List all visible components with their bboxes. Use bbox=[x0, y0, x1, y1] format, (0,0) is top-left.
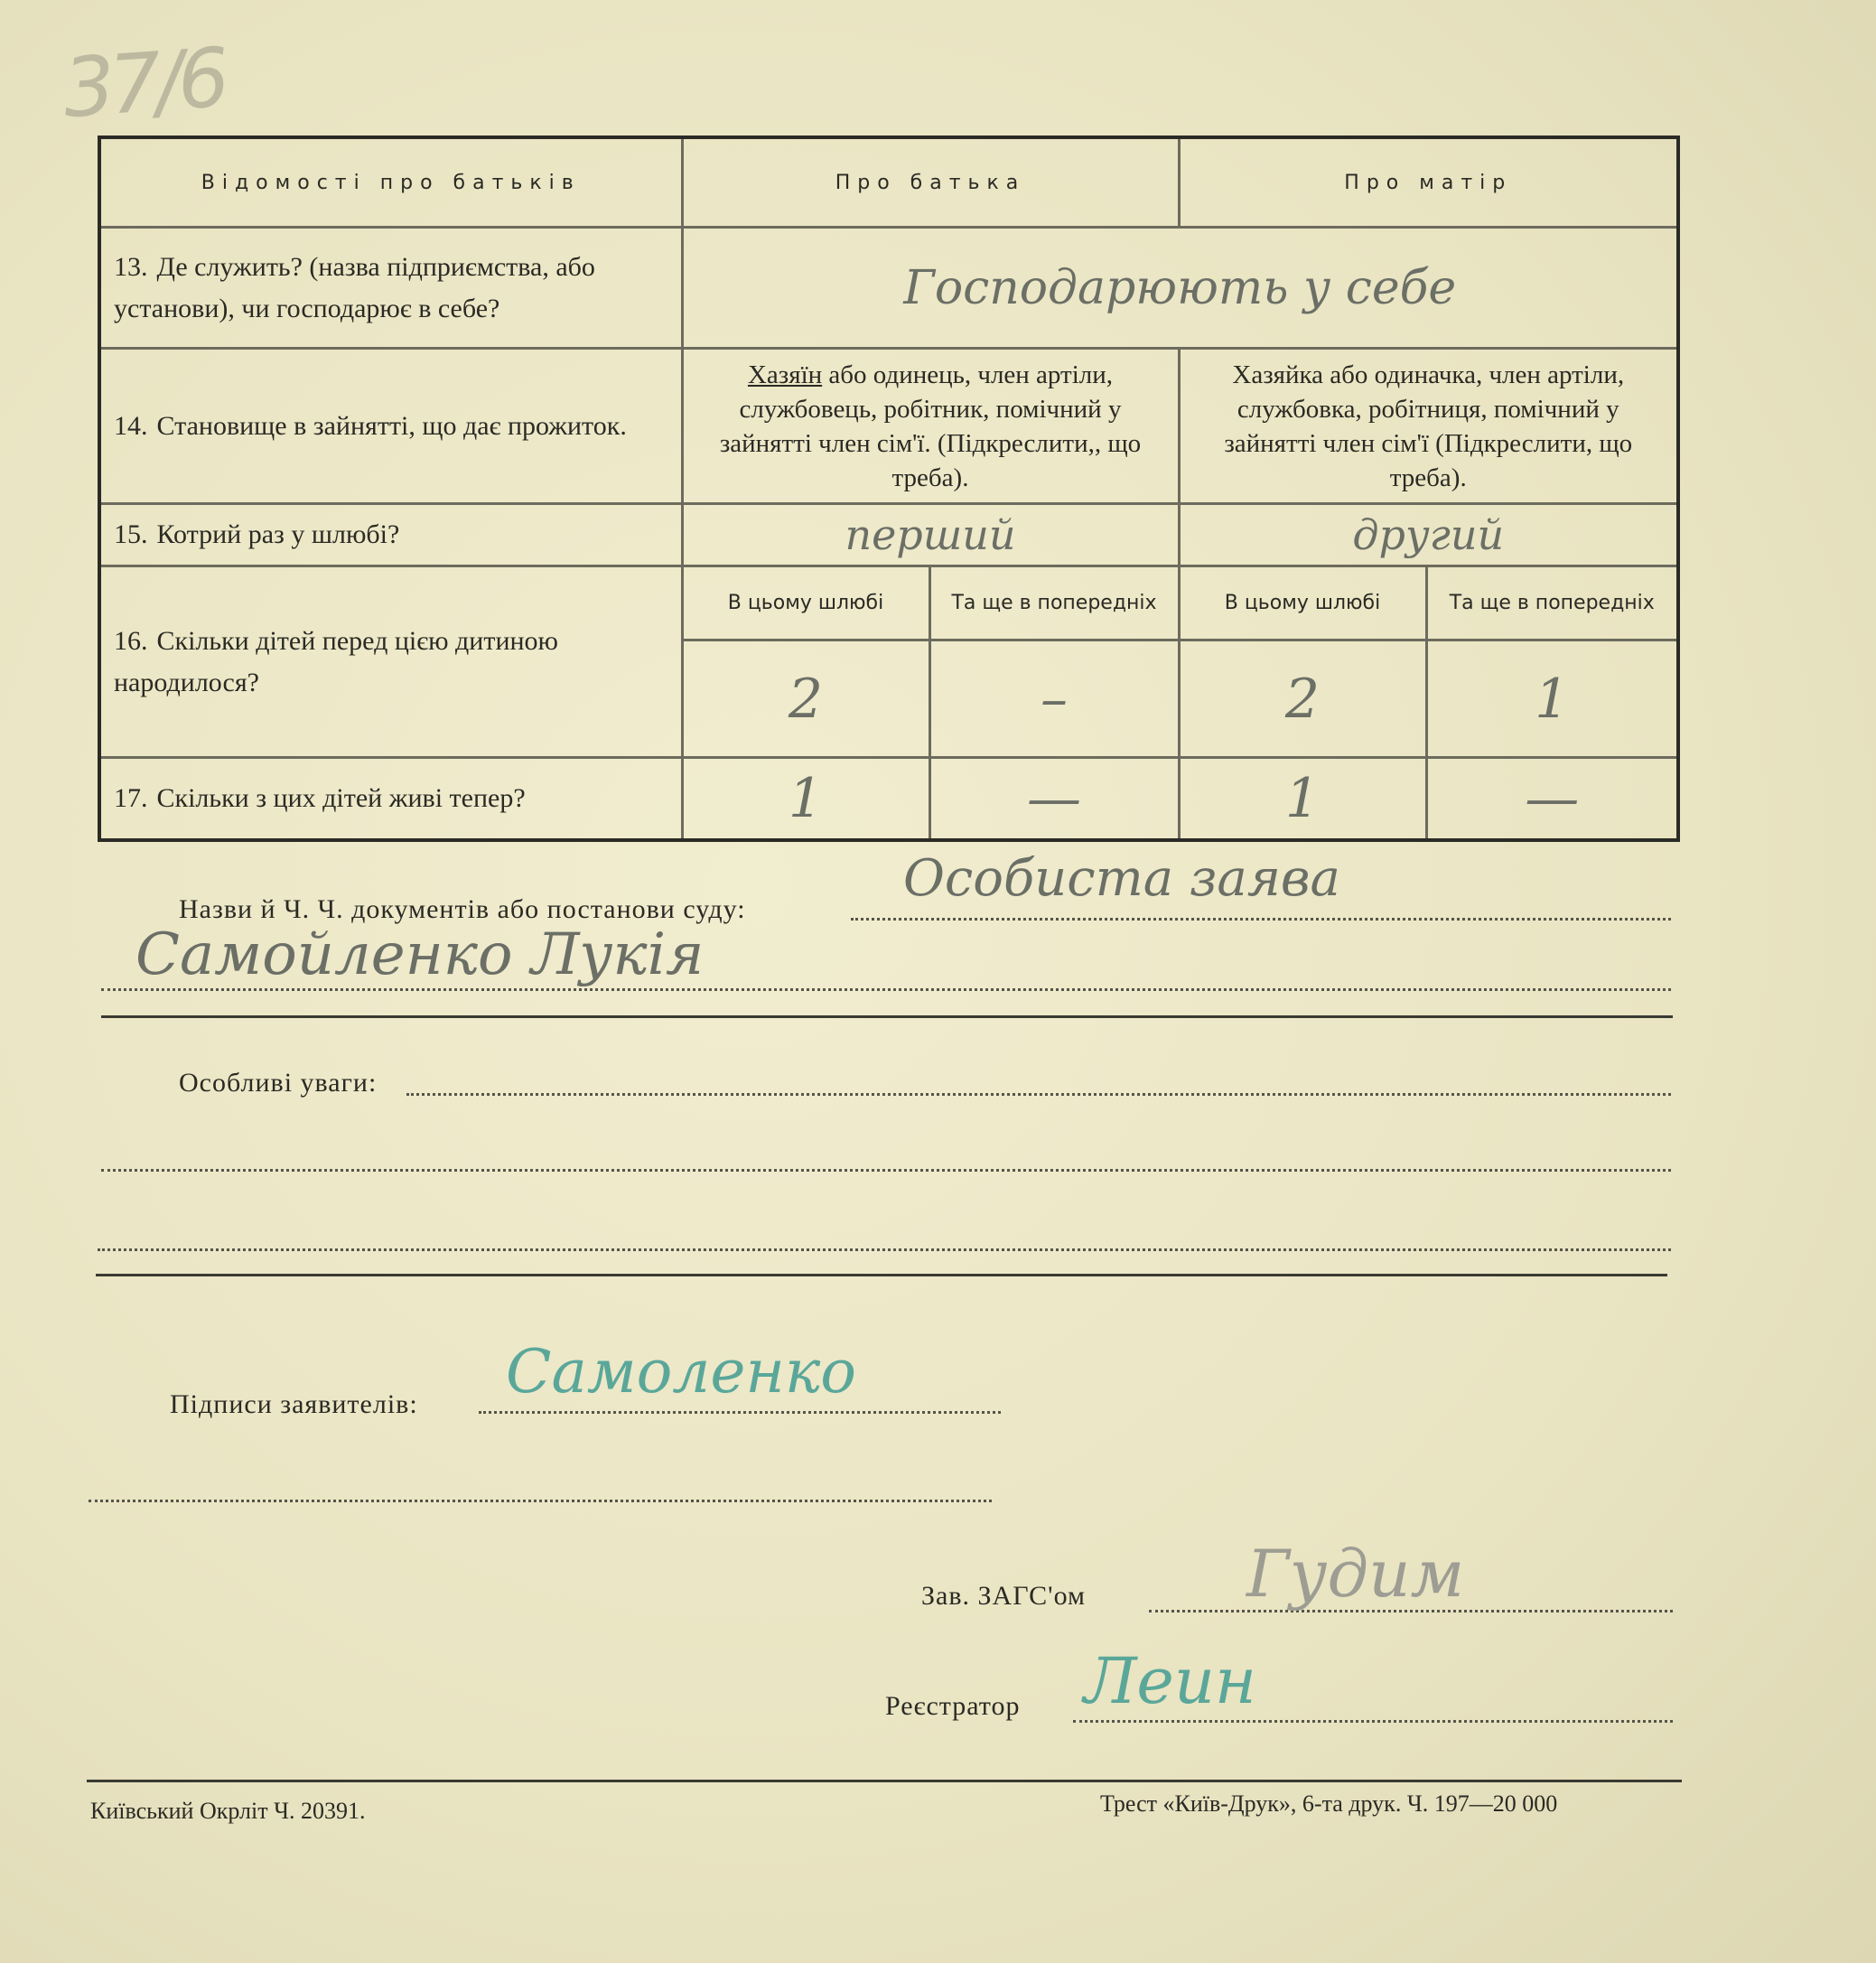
parents-info-table bbox=[98, 136, 1680, 842]
archive-number-note: 37/6 bbox=[60, 30, 228, 137]
question-13 bbox=[99, 228, 682, 349]
question-16 bbox=[99, 566, 682, 758]
applicants-signature-line-2 bbox=[89, 1500, 992, 1502]
question-15 bbox=[99, 504, 682, 566]
subheader-father-previous: Та ще в попередніх bbox=[929, 566, 1179, 640]
underlined-option: Хазяїн bbox=[747, 360, 823, 389]
section-divider bbox=[96, 1274, 1667, 1276]
header-about-father: Про батька bbox=[682, 137, 1179, 228]
applicants-signature-line bbox=[479, 1411, 1001, 1414]
special-notes-line-3 bbox=[98, 1248, 1671, 1251]
footer-divider bbox=[87, 1780, 1682, 1782]
registrar-label: Реєстратор bbox=[885, 1691, 1021, 1721]
registrar-signature-line bbox=[1073, 1720, 1673, 1723]
q16-father-this: 2 bbox=[682, 640, 929, 758]
mother-marriage-count: другий bbox=[1179, 504, 1678, 566]
question-number: 15. bbox=[114, 519, 148, 550]
options-text: або одинець, член артіли, службовець, робітник, помічний у зайнятті член сім'ї. (Підкреслити,, що треба). bbox=[719, 360, 1142, 492]
q16-father-prev: – bbox=[929, 640, 1179, 758]
footer-publisher-left: Київський Окрліт Ч. 20391. bbox=[90, 1798, 366, 1824]
q16-mother-this: 2 bbox=[1179, 640, 1426, 758]
q17-father-this: 1 bbox=[682, 758, 929, 840]
mother-occupation-options: Хазяйка або одиначка, член артіли, службовка, робітниця, помічний у зайнятті член сім'ї (Підкреслити, що треба). bbox=[1179, 349, 1678, 504]
special-notes-line-2 bbox=[101, 1169, 1671, 1172]
row-q13 bbox=[99, 228, 1678, 349]
question-text: Котрий раз у шлюбі? bbox=[156, 519, 400, 550]
row-q16-subheaders bbox=[99, 566, 1678, 640]
question-14 bbox=[99, 349, 682, 504]
question-text: Становище в зайнятті, що дає прожиток. bbox=[156, 410, 627, 441]
documents-line-1 bbox=[851, 918, 1671, 921]
subheader-mother-this-marriage: В цьому шлюбі bbox=[1179, 566, 1426, 640]
row-q17 bbox=[99, 758, 1678, 840]
q17-mother-this: 1 bbox=[1179, 758, 1426, 840]
section-divider bbox=[101, 1015, 1673, 1018]
documents-value-line2: Самойленко Лукія bbox=[135, 921, 705, 988]
question-number: 13. bbox=[114, 251, 148, 282]
subheader-mother-previous: Та ще в попередніх bbox=[1426, 566, 1678, 640]
question-number: 14. bbox=[114, 410, 148, 441]
applicant-signature: Самоленко bbox=[506, 1337, 857, 1407]
question-number: 16. bbox=[114, 625, 148, 656]
documents-value-line1: Особиста заява bbox=[903, 849, 1340, 908]
question-text: Скільки дітей перед цією дитиною народилося? bbox=[114, 625, 558, 697]
head-signature: Гудим bbox=[1246, 1536, 1465, 1612]
q17-father-prev: — bbox=[929, 758, 1179, 840]
question-text: Скільки з цих дітей живі тепер? bbox=[156, 783, 526, 814]
row-q15 bbox=[99, 504, 1678, 566]
special-notes-label: Особливі уваги: bbox=[179, 1068, 378, 1098]
special-notes-line-1 bbox=[406, 1093, 1671, 1096]
header-parents-info: Відомості про батьків bbox=[99, 137, 682, 228]
father-occupation-options bbox=[682, 349, 1179, 504]
applicants-signature-label: Підписи заявителів: bbox=[170, 1389, 418, 1419]
subheader-father-this-marriage: В цьому шлюбі bbox=[682, 566, 929, 640]
head-of-registry-label: Зав. ЗАГС'ом bbox=[921, 1581, 1086, 1611]
table-header-row bbox=[99, 137, 1678, 228]
answer-13-handwritten: Господарюють у себе bbox=[682, 228, 1678, 349]
footer-printer-right: Трест «Київ-Друк», 6-та друк. Ч. 197—20 000 bbox=[1100, 1790, 1558, 1817]
question-17 bbox=[99, 758, 682, 840]
row-q14 bbox=[99, 349, 1678, 504]
question-text: Де служить? (назва підприємства, або установи), чи господарює в себе? bbox=[114, 251, 595, 323]
father-marriage-count: перший bbox=[682, 504, 1179, 566]
documents-label: Назви й Ч. Ч. документів або постанови суду: bbox=[179, 894, 746, 924]
header-about-mother: Про матір bbox=[1179, 137, 1678, 228]
q16-mother-prev: 1 bbox=[1426, 640, 1678, 758]
q17-mother-prev: — bbox=[1426, 758, 1678, 840]
question-number: 17. bbox=[114, 783, 148, 814]
registrar-signature: Леин bbox=[1084, 1644, 1257, 1718]
documents-line-2 bbox=[101, 988, 1671, 991]
